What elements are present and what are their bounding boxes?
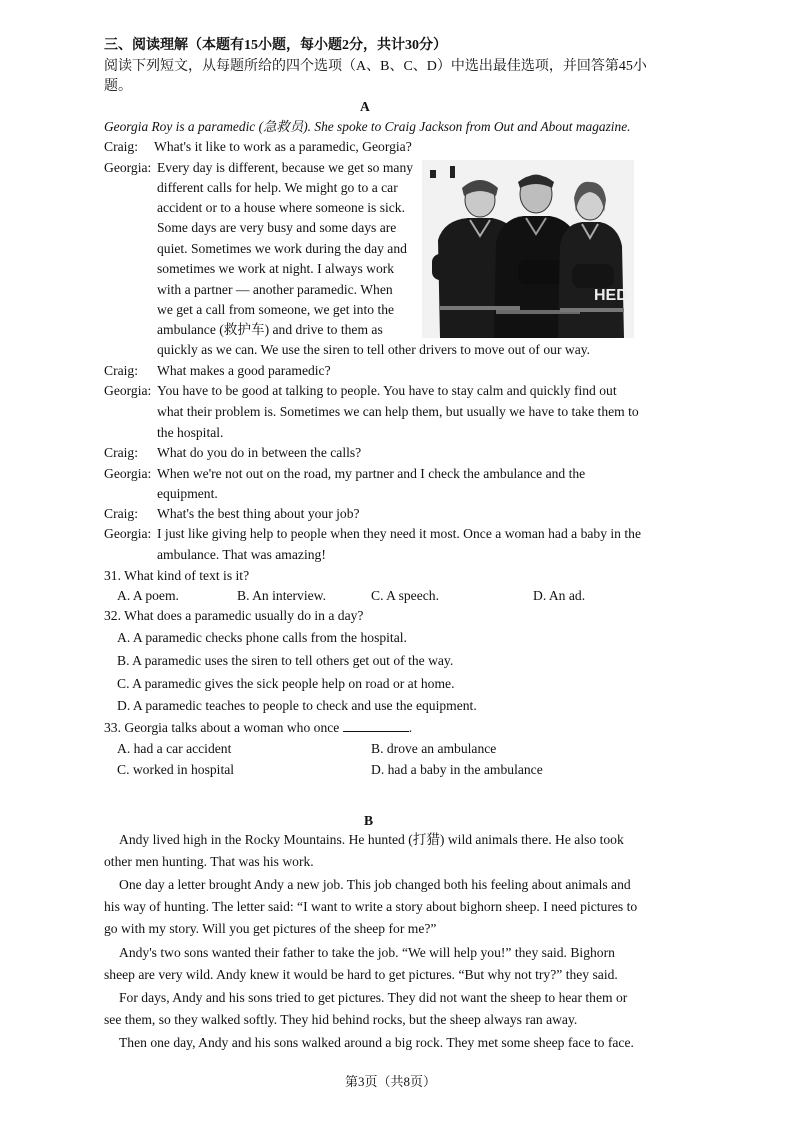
answer-1-line: sometimes we work at night. I always work (157, 261, 395, 276)
answer-1-line: quiet. Sometimes we work during the day and (157, 241, 407, 256)
speaker-craig: Craig: (104, 506, 138, 521)
question-32-option[interactable]: B. A paramedic uses the siren to tell others get out of the way. (117, 653, 454, 668)
question-33-stem-text: 33. Georgia talks about a woman who once (104, 720, 340, 735)
speaker-georgia: Georgia: (104, 383, 152, 398)
question-32-option[interactable]: D. A paramedic teaches to people to check and use the equipment. (117, 698, 477, 713)
answer-2-line: You have to be good at talking to people. You have to stay calm and quickly find out (157, 383, 617, 398)
paramedics-illustration (422, 160, 634, 338)
question-32-stem: 32. What does a paramedic usually do in a day? (104, 608, 364, 623)
question-33-option[interactable]: A. had a car accident (117, 741, 232, 756)
speaker-craig: Craig: (104, 139, 138, 154)
question-31-option[interactable]: A. A poem. (117, 588, 179, 603)
speaker-craig: Craig: (104, 445, 138, 460)
answer-2-line: the hospital. (157, 425, 224, 440)
section-heading: 三、阅读理解（本题有15小题，每小题2分，共计30分） (104, 38, 447, 53)
passage-b-label: B (364, 813, 374, 828)
page-number: 第3页（共8页） (345, 1074, 437, 1089)
paramedics-photo (422, 160, 634, 338)
passage-b-line: see them, so they walked softly. They hid behind rocks, but the sheep always ran away. (104, 1012, 578, 1027)
passage-b-line: Andy lived high in the Rocky Mountains. He hunted (打猎) wild animals there. He also took (119, 832, 624, 847)
answer-1-line: with a partner — another paramedic. When (157, 282, 393, 297)
question-33-stem (104, 719, 412, 737)
answer-1-line: Some days are very busy and some days are (157, 220, 397, 235)
answer-1-line: quickly as we can. We use the siren to tell other drivers to move out of our way. (157, 342, 591, 357)
question-31-option[interactable]: B. An interview. (237, 588, 326, 603)
question-1: What's it like to work as a paramedic, Georgia? (154, 139, 412, 154)
passage-b-line: For days, Andy and his sons tried to get pictures. They did not want the sheep to hear them or (119, 990, 628, 1005)
passage-a-intro: Georgia Roy is a paramedic (急救员). She spoke to Craig Jackson from Out and About magazine. (104, 119, 631, 134)
answer-1-line: we get a call from someone, we get into the (157, 302, 395, 317)
question-32-option[interactable]: C. A paramedic gives the sick people help on road or at home. (117, 676, 455, 691)
speaker-craig: Craig: (104, 363, 138, 378)
answer-1-line: ambulance (救护车) and drive to them as (157, 322, 383, 337)
passage-b-line: sheep are very wild. Andy knew it would be hard to get pictures. “But why not try?” they said. (104, 967, 618, 982)
answer-2-line: what their problem is. Sometimes we can help them, but usually we have to take them to (157, 404, 639, 419)
answer-4-line: I just like giving help to people when they need it most. Once a woman had a baby in the (157, 526, 641, 541)
question-31-option[interactable]: D. An ad. (533, 588, 586, 603)
passage-a-label: A (360, 99, 370, 114)
question-33-option[interactable]: C. worked in hospital (117, 762, 235, 777)
question-31-option[interactable]: C. A speech. (371, 588, 439, 603)
answer-4-line: ambulance. That was amazing! (157, 547, 326, 562)
photo-sign-text: HED (594, 287, 628, 304)
question-33-option[interactable]: D. had a baby in the ambulance (371, 762, 543, 777)
speaker-georgia: Georgia: (104, 160, 152, 175)
question-33-stem-end: . (408, 720, 413, 735)
section-instruction-cont: 题。 (104, 79, 132, 94)
answer-1-line: Every day is different, because we get so many (157, 160, 414, 175)
answer-1-line: different calls for help. We might go to a car (157, 180, 398, 195)
question-33-option[interactable]: B. drove an ambulance (371, 741, 497, 756)
section-instruction: 阅读下列短文，从每题所给的四个选项（A、B、C、D）中选出最佳选项，并回答第45小 (104, 59, 647, 74)
passage-b-line: go with my story. Will you get pictures of the sheep for me?” (104, 921, 437, 936)
question-32-option[interactable]: A. A paramedic checks phone calls from the hospital. (117, 630, 407, 645)
question-3: What do you do in between the calls? (157, 445, 362, 460)
answer-3-line: When we're not out on the road, my partner and I check the ambulance and the (157, 466, 586, 481)
passage-b-line: other men hunting. That was his work. (104, 854, 314, 869)
answer-1-line: accident or to a house where someone is sick. (157, 200, 406, 215)
answer-3-line: equipment. (157, 486, 218, 501)
question-4: What's the best thing about your job? (157, 506, 360, 521)
question-2: What makes a good paramedic? (157, 363, 331, 378)
answer-blank[interactable] (343, 719, 409, 732)
question-31-stem: 31. What kind of text is it? (104, 568, 250, 583)
speaker-georgia: Georgia: (104, 466, 152, 481)
passage-b-line: his way of hunting. The letter said: “I want to write a story about bighorn sheep. I need pictures to (104, 899, 638, 914)
speaker-georgia: Georgia: (104, 526, 152, 541)
passage-b-line: One day a letter brought Andy a new job. This job changed both his feeling about animals and (119, 877, 631, 892)
passage-b-line: Then one day, Andy and his sons walked around a big rock. They met some sheep face to face. (119, 1035, 634, 1050)
passage-b-line: Andy's two sons wanted their father to take the job. “We will help you!” they said. Bighorn (119, 945, 615, 960)
